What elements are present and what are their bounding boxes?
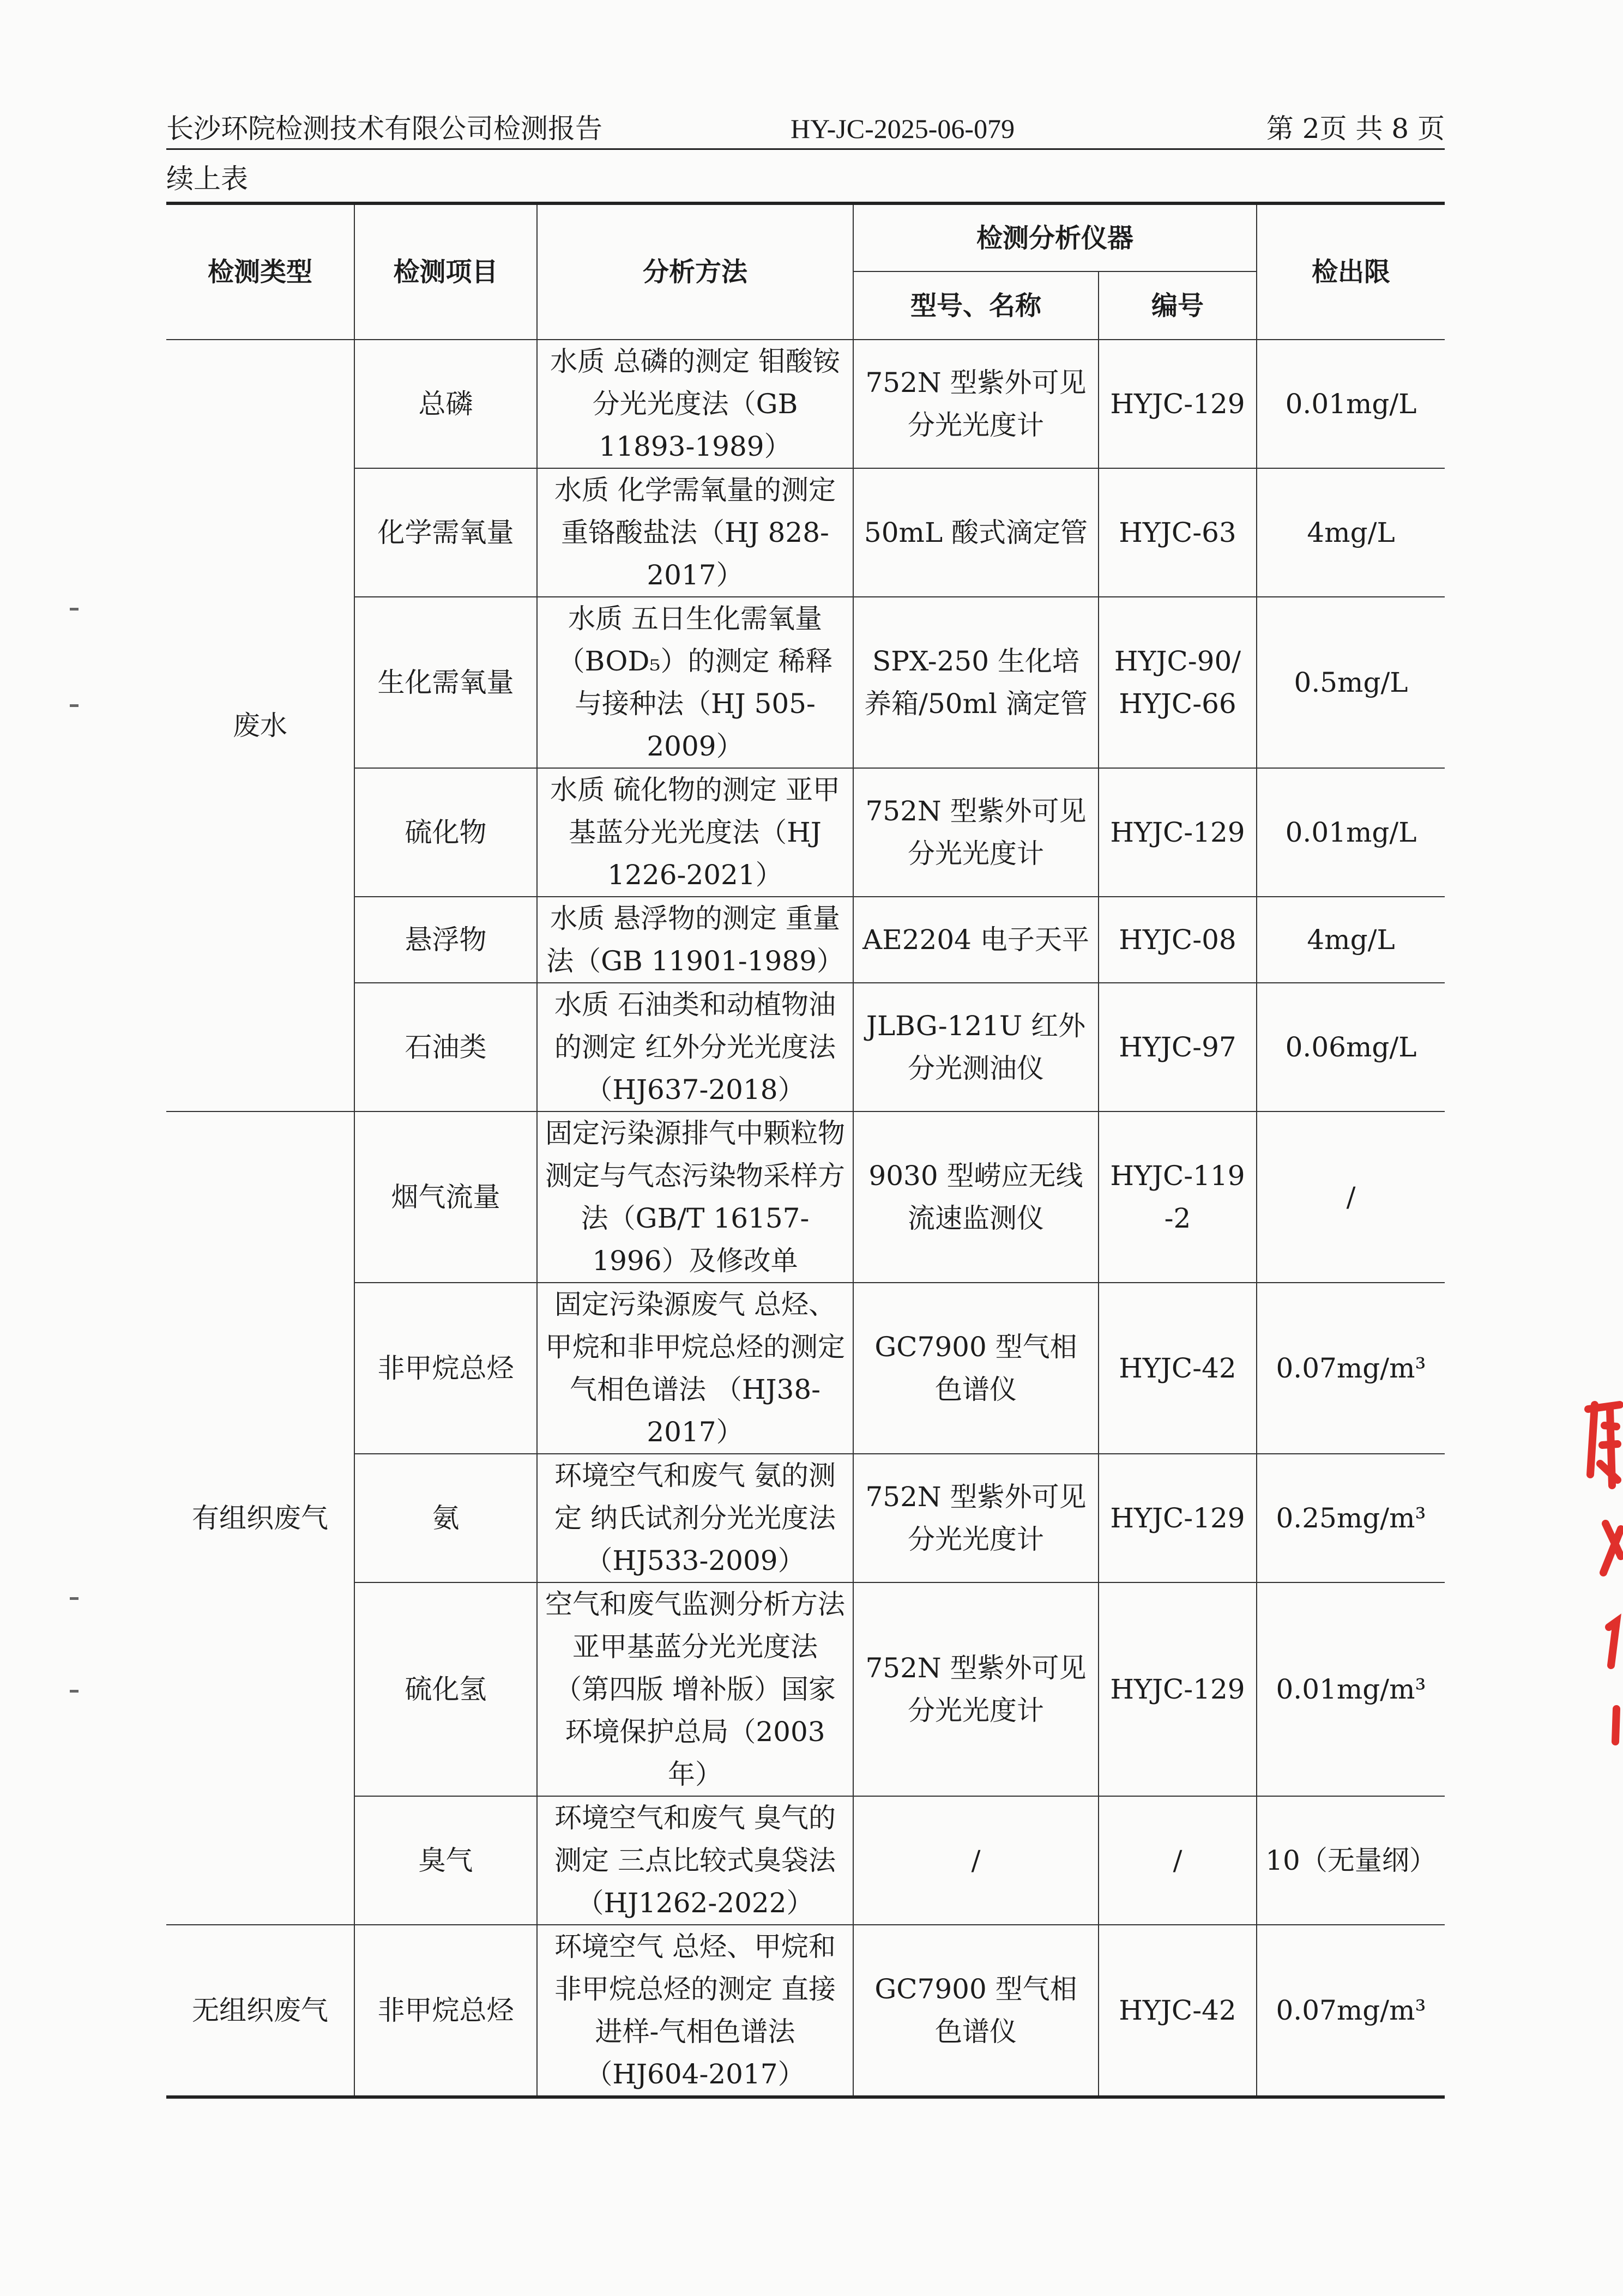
number-cell: HYJC-97 <box>1099 983 1257 1111</box>
partial-seal-stamp <box>1578 1393 1623 1763</box>
limit-cell: 0.06mg/L <box>1257 983 1445 1111</box>
method-cell: 环境空气和废气 氨的测定 纳氏试剂分光光度法（HJ533-2009） <box>537 1454 853 1582</box>
continued-label: 续上表 <box>166 163 248 195</box>
scan-mark <box>70 704 79 707</box>
page-header <box>166 109 1445 150</box>
table-row <box>166 340 1445 468</box>
limit-cell: 0.01mg/L <box>1257 768 1445 897</box>
item-cell: 石油类 <box>354 983 537 1111</box>
table-row <box>166 983 1445 1111</box>
header-model: 型号、名称 <box>853 271 1099 340</box>
type-cell: 有组织废气 <box>166 1111 354 1925</box>
header-item: 检测项目 <box>354 203 537 340</box>
item-cell: 非甲烷总烃 <box>354 1925 537 2097</box>
model-cell: SPX-250 生化培养箱/50ml 滴定管 <box>853 597 1099 768</box>
number-cell: HYJC-08 <box>1099 897 1257 983</box>
limit-cell: 0.01mg/m³ <box>1257 1582 1445 1796</box>
model-cell: 752N 型紫外可见分光光度计 <box>853 1582 1099 1796</box>
number-cell: HYJC-119 -2 <box>1099 1111 1257 1283</box>
header-limit: 检出限 <box>1257 203 1445 340</box>
method-cell: 空气和废气监测分析方法 亚甲基蓝分光光度法 （第四版 增补版）国家环境保护总局（2003 年） <box>537 1582 853 1796</box>
model-cell: 9030 型崂应无线流速监测仪 <box>853 1111 1099 1283</box>
item-cell: 硫化氢 <box>354 1582 537 1796</box>
method-cell: 固定污染源废气 总烃、甲烷和非甲烷总烃的测定 气相色谱法 （HJ38-2017） <box>537 1283 853 1454</box>
limit-cell: 0.5mg/L <box>1257 597 1445 768</box>
number-cell: HYJC-129 <box>1099 340 1257 468</box>
limit-cell: 4mg/L <box>1257 897 1445 983</box>
model-cell: 50mL 酸式滴定管 <box>853 468 1099 597</box>
limit-cell: / <box>1257 1111 1445 1283</box>
table-row <box>166 597 1445 768</box>
method-cell: 水质 石油类和动植物油的测定 红外分光光度法 （HJ637-2018） <box>537 983 853 1111</box>
header-instrument: 检测分析仪器 <box>853 203 1257 271</box>
number-cell: HYJC-129 <box>1099 1454 1257 1582</box>
method-cell: 水质 悬浮物的测定 重量法（GB 11901-1989） <box>537 897 853 983</box>
model-cell: 752N 型紫外可见分光光度计 <box>853 1454 1099 1582</box>
item-cell: 非甲烷总烃 <box>354 1283 537 1454</box>
limit-cell: 0.01mg/L <box>1257 340 1445 468</box>
model-cell: GC7900 型气相色谱仪 <box>853 1283 1099 1454</box>
model-cell: / <box>853 1796 1099 1925</box>
limit-cell: 0.07mg/m³ <box>1257 1283 1445 1454</box>
limit-cell: 0.25mg/m³ <box>1257 1454 1445 1582</box>
model-cell: AE2204 电子天平 <box>853 897 1099 983</box>
table-row <box>166 1283 1445 1454</box>
table-row <box>166 1925 1445 2097</box>
type-cell: 废水 <box>166 340 354 1111</box>
item-cell: 悬浮物 <box>354 897 537 983</box>
table-row <box>166 1454 1445 1582</box>
limit-cell: 0.07mg/m³ <box>1257 1925 1445 2097</box>
item-cell: 氨 <box>354 1454 537 1582</box>
scan-mark <box>70 1690 79 1693</box>
method-cell: 水质 化学需氧量的测定 重铬酸盐法（HJ 828-2017） <box>537 468 853 597</box>
company-report-title: 长沙环院检测技术有限公司检测报告 <box>166 113 602 144</box>
method-cell: 水质 总磷的测定 钼酸铵分光光度法（GB 11893-1989） <box>537 340 853 468</box>
number-cell: HYJC-42 <box>1099 1283 1257 1454</box>
method-cell: 环境空气和废气 臭气的测定 三点比较式臭袋法（HJ1262-2022） <box>537 1796 853 1925</box>
table-row <box>166 1582 1445 1796</box>
item-cell: 烟气流量 <box>354 1111 537 1283</box>
scan-mark <box>70 1597 79 1600</box>
limit-cell: 4mg/L <box>1257 468 1445 597</box>
item-cell: 臭气 <box>354 1796 537 1925</box>
item-cell: 生化需氧量 <box>354 597 537 768</box>
page-indicator: 第 2页 共 8 页 <box>1266 113 1445 144</box>
number-cell: HYJC-90/ HYJC-66 <box>1099 597 1257 768</box>
table-row <box>166 1796 1445 1925</box>
limit-cell: 10（无量纲） <box>1257 1796 1445 1925</box>
method-cell: 水质 硫化物的测定 亚甲基蓝分光光度法（HJ 1226-2021） <box>537 768 853 897</box>
model-cell: JLBG-121U 红外分光测油仪 <box>853 983 1099 1111</box>
scan-mark <box>70 608 79 611</box>
report-number: HY-JC-2025-06-079 <box>791 113 1015 144</box>
number-cell: HYJC-129 <box>1099 1582 1257 1796</box>
number-cell: / <box>1099 1796 1257 1925</box>
header-method: 分析方法 <box>537 203 853 340</box>
item-cell: 化学需氧量 <box>354 468 537 597</box>
header-number: 编号 <box>1099 271 1257 340</box>
number-cell: HYJC-63 <box>1099 468 1257 597</box>
item-cell: 硫化物 <box>354 768 537 897</box>
type-cell: 无组织废气 <box>166 1925 354 2097</box>
header-type: 检测类型 <box>166 203 354 340</box>
table-row <box>166 897 1445 983</box>
model-cell: GC7900 型气相色谱仪 <box>853 1925 1099 2097</box>
table-row <box>166 468 1445 597</box>
number-cell: HYJC-129 <box>1099 768 1257 897</box>
number-cell: HYJC-42 <box>1099 1925 1257 2097</box>
model-cell: 752N 型紫外可见分光光度计 <box>853 768 1099 897</box>
detection-methods-table <box>166 202 1445 2099</box>
table-row <box>166 1111 1445 1283</box>
table-row <box>166 768 1445 897</box>
method-cell: 环境空气 总烃、甲烷和非甲烷总烃的测定 直接进样-气相色谱法 （HJ604-2017） <box>537 1925 853 2097</box>
model-cell: 752N 型紫外可见分光光度计 <box>853 340 1099 468</box>
method-cell: 固定污染源排气中颗粒物测定与气态污染物采样方法（GB/T 16157-1996）及修改单 <box>537 1111 853 1283</box>
item-cell: 总磷 <box>354 340 537 468</box>
method-cell: 水质 五日生化需氧量（BOD₅）的测定 稀释与接种法（HJ 505-2009） <box>537 597 853 768</box>
